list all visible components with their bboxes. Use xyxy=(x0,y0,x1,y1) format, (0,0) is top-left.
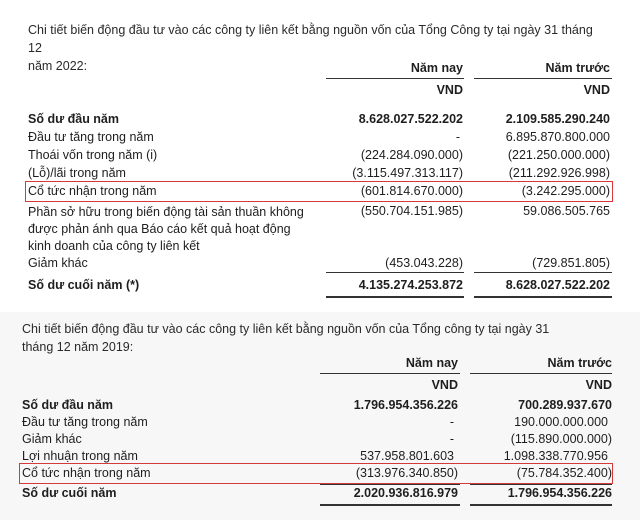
row-label: (Lỗ)/lãi trong năm xyxy=(28,166,126,180)
row-previous: 1.796.954.356.226 xyxy=(507,486,612,500)
row-label: Giảm khác xyxy=(22,432,82,446)
section-2022-intro xyxy=(28,21,608,75)
double-rule-current xyxy=(320,504,460,506)
row-current: 1.796.954.356.226 xyxy=(353,398,458,412)
row-current: (224.284.090.000) xyxy=(360,148,463,162)
total-rule-current xyxy=(320,484,460,485)
column-header-current: Năm nay xyxy=(410,61,463,75)
section-2019 xyxy=(0,312,640,520)
header-rule-previous xyxy=(470,373,612,374)
column-unit-current: VND xyxy=(431,378,458,392)
row-current: (601.814.670.000) xyxy=(360,184,463,198)
row-previous: 2.109.585.290.240 xyxy=(505,112,610,126)
row-previous: 700.289.937.670 xyxy=(518,398,612,412)
row-previous: (211.292.926.998) xyxy=(508,166,610,180)
double-rule-current xyxy=(326,296,464,298)
row-current: 537.958.801.603 xyxy=(360,449,454,463)
row-current: (313.976.340.850) xyxy=(355,466,458,480)
column-unit-previous: VND xyxy=(583,83,610,97)
row-previous: 8.628.027.522.202 xyxy=(505,278,610,292)
intro-line-1: Chi tiết biến động đầu tư vào các công ty liên kết bằng nguồn vốn của Tổng Công ty tại ngày 31 tháng 12 xyxy=(28,23,593,55)
row-label: Đầu tư tăng trong năm xyxy=(28,130,154,144)
row-label: Số dư đầu năm xyxy=(28,112,120,126)
total-rule-previous xyxy=(474,272,612,273)
row-label-line: được phản ánh qua Báo cáo kết quả hoạt động xyxy=(28,222,291,236)
row-previous: 59.086.505.765 xyxy=(523,204,610,218)
row-label-line: kinh doanh của công ty liên kết xyxy=(28,239,200,253)
row-previous: (75.784.352.400) xyxy=(516,466,612,480)
row-previous: (115.890.000.000) xyxy=(510,432,612,446)
column-header-previous: Năm trước xyxy=(545,61,610,75)
row-label: Giảm khác xyxy=(28,256,88,270)
row-current: - xyxy=(449,432,454,446)
header-rule-current xyxy=(326,78,464,79)
section-2019-intro xyxy=(22,320,602,356)
row-label: Cổ tức nhận trong năm xyxy=(22,466,151,480)
row-current: (453.043.228) xyxy=(385,256,463,270)
row-label: Cổ tức nhận trong năm xyxy=(28,184,157,198)
row-previous: (729.851.805) xyxy=(532,256,610,270)
column-header-previous: Năm trước xyxy=(547,356,612,370)
row-current: 2.020.936.816.979 xyxy=(353,486,458,500)
row-label: Lợi nhuận trong năm xyxy=(22,449,138,463)
row-label-multiline xyxy=(28,204,304,255)
double-rule-previous xyxy=(470,504,612,506)
intro-line-1: Chi tiết biến động đầu tư vào các công ty liên kết bằng nguồn vốn của Tổng công ty tại ngày 31 xyxy=(22,322,550,336)
double-rule-previous xyxy=(474,296,612,298)
row-label: Đầu tư tăng trong năm xyxy=(22,415,148,429)
row-previous: 1.098.338.770.956 xyxy=(503,449,608,463)
intro-line-2: năm 2022: xyxy=(28,59,88,73)
column-unit-current: VND xyxy=(436,83,463,97)
row-previous: (3.242.295.000) xyxy=(521,184,610,198)
header-rule-current xyxy=(320,373,460,374)
row-current: 4.135.274.253.872 xyxy=(358,278,463,292)
row-previous: 6.895.870.800.000 xyxy=(505,130,610,144)
total-rule-previous xyxy=(470,484,612,485)
row-label-line: Phần sở hữu trong biến động tài sản thuần không xyxy=(28,205,304,219)
row-current: - xyxy=(449,415,454,429)
row-label: Thoái vốn trong năm (i) xyxy=(28,148,158,162)
row-current: 8.628.027.522.202 xyxy=(358,112,463,126)
intro-line-2: tháng 12 năm 2019: xyxy=(22,340,134,354)
total-rule-current xyxy=(326,272,464,273)
row-current: - xyxy=(455,130,460,144)
row-current: (550.704.151.985) xyxy=(360,204,463,218)
row-label: Số dư đầu năm xyxy=(22,398,114,412)
row-label: Số dư cuối năm xyxy=(22,486,117,500)
row-label: Số dư cuối năm (*) xyxy=(28,278,140,292)
row-previous: 190.000.000.000 xyxy=(514,415,608,429)
row-previous: (221.250.000.000) xyxy=(507,148,610,162)
column-unit-previous: VND xyxy=(585,378,612,392)
header-rule-previous xyxy=(474,78,612,79)
row-current: (3.115.497.313.117) xyxy=(352,166,463,180)
column-header-current: Năm nay xyxy=(405,356,458,370)
